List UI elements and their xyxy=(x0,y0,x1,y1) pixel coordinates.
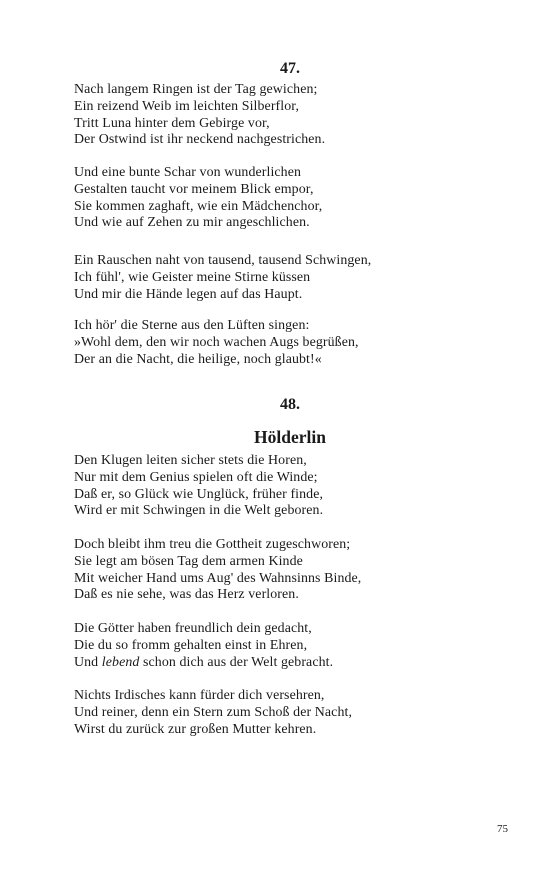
verse-line: Und reiner, denn ein Stern zum Schoß der Nacht, xyxy=(74,704,353,720)
verse-line: Sie legt am bösen Tag dem armen Kinde xyxy=(74,553,303,569)
verse-line: »Wohl dem, den wir noch wachen Augs begrüßen, xyxy=(74,334,359,350)
verse-line: Doch bleibt ihm treu die Gottheit zugeschworen; xyxy=(74,537,351,552)
verse-text: Und xyxy=(74,654,102,670)
verse-line: Den Klugen leiten sicher stets die Horen, xyxy=(74,453,307,468)
verse-line: Die Götter haben freundlich dein gedacht, xyxy=(74,621,312,636)
poem-48-stanza-1 xyxy=(74,453,494,520)
verse-line: Daß es nie sehe, was das Herz verloren. xyxy=(74,587,299,603)
verse-line: Gestalten taucht vor meinem Blick empor, xyxy=(74,181,314,197)
verse-line: Ich fühl', wie Geister meine Stirne küssen xyxy=(74,269,311,285)
poem-47-stanza-2 xyxy=(74,165,494,232)
verse-line: Daß er, so Glück wie Unglück, früher finde, xyxy=(74,486,324,502)
verse-line: Wirst du zurück zur großen Mutter kehren. xyxy=(74,721,317,737)
poem-48-title: Hölderlin xyxy=(254,427,326,447)
verse-line-with-italic xyxy=(74,655,494,672)
verse-line: Tritt Luna hinter dem Gebirge vor, xyxy=(74,115,270,131)
verse-line: Der Ostwind ist ihr neckend nachgestrichen. xyxy=(74,132,326,148)
italic-word: lebend xyxy=(101,654,140,670)
verse-text: schon dich aus der Welt gebracht. xyxy=(139,654,334,670)
verse-line: Nur mit dem Genius spielen oft die Winde; xyxy=(74,469,318,485)
verse-line: Und eine bunte Schar von wunderlichen xyxy=(74,165,302,180)
page-number: 75 xyxy=(497,823,508,835)
poem-48-number: 48. xyxy=(280,396,300,413)
verse-line: Ein reizend Weib im leichten Silberflor, xyxy=(74,98,300,114)
verse-line: Mit weicher Hand ums Aug' des Wahnsinns Binde, xyxy=(74,570,362,586)
verse-line: Wird er mit Schwingen in die Welt geboren. xyxy=(74,503,324,519)
verse-line: Ich hör' die Sterne aus den Lüften singen: xyxy=(74,318,310,333)
verse-line: Die du so fromm gehalten einst in Ehren, xyxy=(74,637,308,653)
verse-line: Nach langem Ringen ist der Tag gewichen; xyxy=(74,82,318,97)
poem-48-stanza-4 xyxy=(74,688,494,738)
poem-48-stanza-2 xyxy=(74,537,494,604)
poem-47-number: 47. xyxy=(280,60,300,77)
verse-line: Der an die Nacht, die heilige, noch glaubt!« xyxy=(74,351,322,367)
verse-line: Und mir die Hände legen auf das Haupt. xyxy=(74,286,303,302)
poem-47-stanza-1 xyxy=(74,82,494,149)
poem-48-stanza-3 xyxy=(74,621,494,671)
poem-47-stanza-3 xyxy=(74,253,494,303)
verse-line: Nichts Irdisches kann fürder dich versehren, xyxy=(74,688,325,703)
verse-line: Und wie auf Zehen zu mir angeschlichen. xyxy=(74,215,310,231)
poem-47-stanza-4 xyxy=(74,318,494,368)
verse-line: Sie kommen zaghaft, wie ein Mädchenchor, xyxy=(74,198,323,214)
verse-line: Ein Rauschen naht von tausend, tausend Schwingen, xyxy=(74,253,372,268)
